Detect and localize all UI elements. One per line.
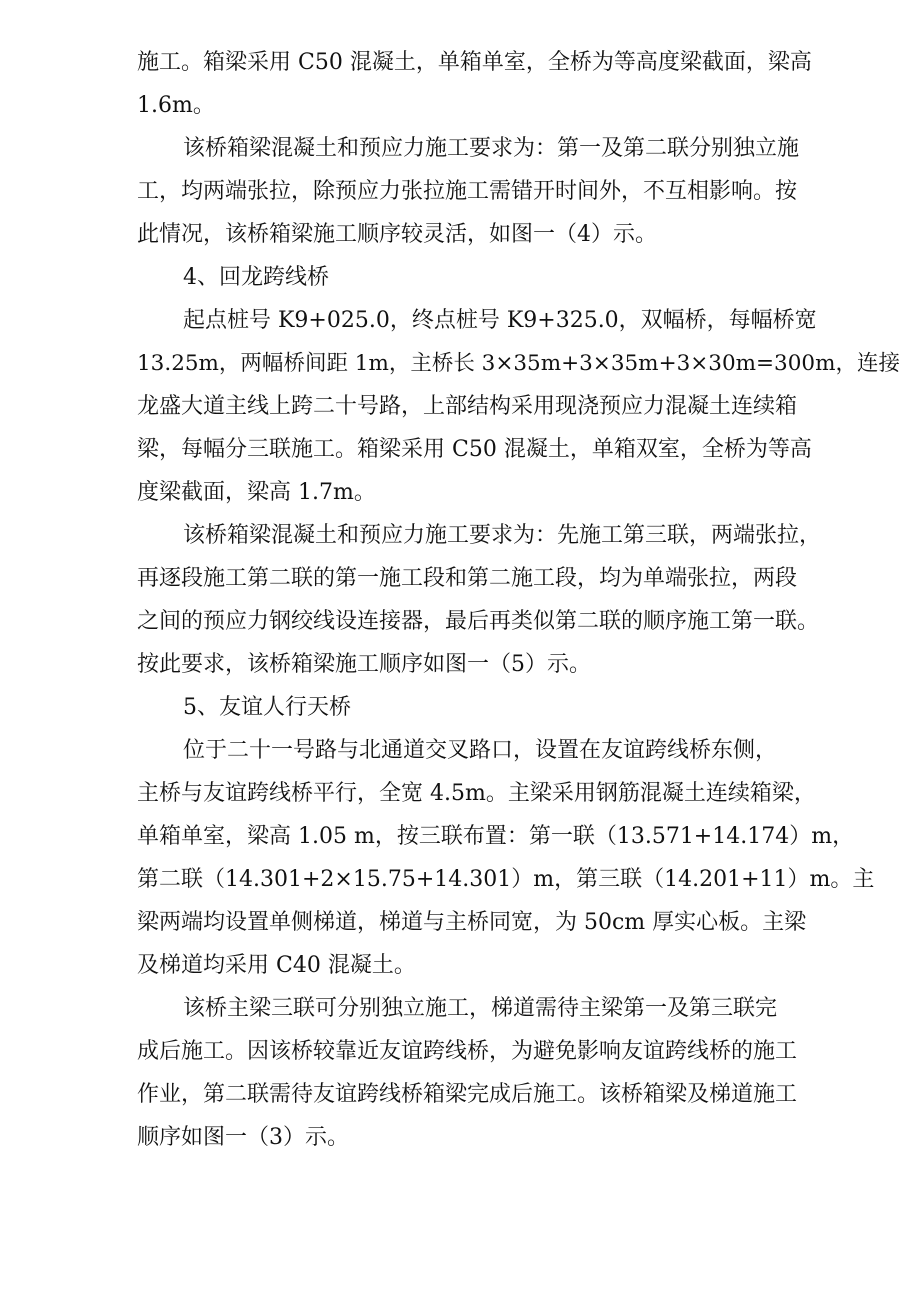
text-line: 该桥箱梁混凝土和预应力施工要求为：先施工第三联，两端张拉， bbox=[183, 523, 822, 548]
text-line: 梁两端均设置单侧梯道，梯道与主桥同宽，为 50cm 厚实心板。主梁 bbox=[137, 910, 807, 935]
text-line: 单箱单室，梁高 1.05 m，按三联布置：第一联（13.571+14.174）m， bbox=[137, 824, 855, 849]
text-line: 主桥与友谊跨线桥平行，全宽 4.5m。主梁采用钢筋混凝土连续箱梁， bbox=[137, 781, 816, 806]
text-line: 龙盛大道主线上跨二十号路，上部结构采用现浇预应力混凝土连续箱 bbox=[137, 394, 798, 419]
text-line: 梁，每幅分三联施工。箱梁采用 C50 混凝土，单箱双室，全桥为等高 bbox=[137, 437, 812, 462]
section-heading: 5、友谊人行天桥 bbox=[183, 695, 351, 720]
text-line: 该桥箱梁混凝土和预应力施工要求为：第一及第二联分别独立施 bbox=[183, 136, 800, 161]
text-line: 起点桩号 K9+025.0，终点桩号 K9+325.0，双幅桥，每幅桥宽 bbox=[183, 308, 817, 333]
text-line: 度梁截面，梁高 1.7m。 bbox=[137, 480, 376, 505]
text-line: 工，均两端张拉，除预应力张拉施工需错开时间外，不互相影响。按 bbox=[137, 179, 798, 204]
text-line: 之间的预应力钢绞线设连接器，最后再类似第二联的顺序施工第一联。 bbox=[137, 609, 820, 634]
section-heading: 4、回龙跨线桥 bbox=[183, 265, 329, 290]
text-line: 顺序如图一（3）示。 bbox=[137, 1125, 349, 1150]
text-line: 1.6m。 bbox=[137, 93, 215, 118]
text-line: 13.25m，两幅桥间距 1m，主桥长 3×35m+3×35m+3×30m=300m，连接 bbox=[137, 351, 900, 376]
text-line: 位于二十一号路与北通道交叉路口，设置在友谊跨线桥东侧， bbox=[183, 738, 778, 763]
text-line: 施工。箱梁采用 C50 混凝土，单箱单室，全桥为等高度梁截面，梁高 bbox=[137, 50, 812, 75]
text-line: 及梯道均采用 C40 混凝土。 bbox=[137, 953, 416, 978]
text-line: 再逐段施工第二联的第一施工段和第二施工段，均为单端张拉，两段 bbox=[137, 566, 798, 591]
text-line: 此情况，该桥箱梁施工顺序较灵活，如图一（4）示。 bbox=[137, 222, 657, 247]
text-line: 作业，第二联需待友谊跨线桥箱梁完成后施工。该桥箱梁及梯道施工 bbox=[137, 1082, 798, 1107]
text-line: 成后施工。因该桥较靠近友谊跨线桥，为避免影响友谊跨线桥的施工 bbox=[137, 1039, 798, 1064]
text-line: 第二联（14.301+2×15.75+14.301）m，第三联（14.201+11）m。主 bbox=[137, 867, 875, 892]
text-line: 按此要求，该桥箱梁施工顺序如图一（5）示。 bbox=[137, 652, 591, 677]
text-line: 该桥主梁三联可分别独立施工，梯道需待主梁第一及第三联完 bbox=[183, 996, 778, 1021]
